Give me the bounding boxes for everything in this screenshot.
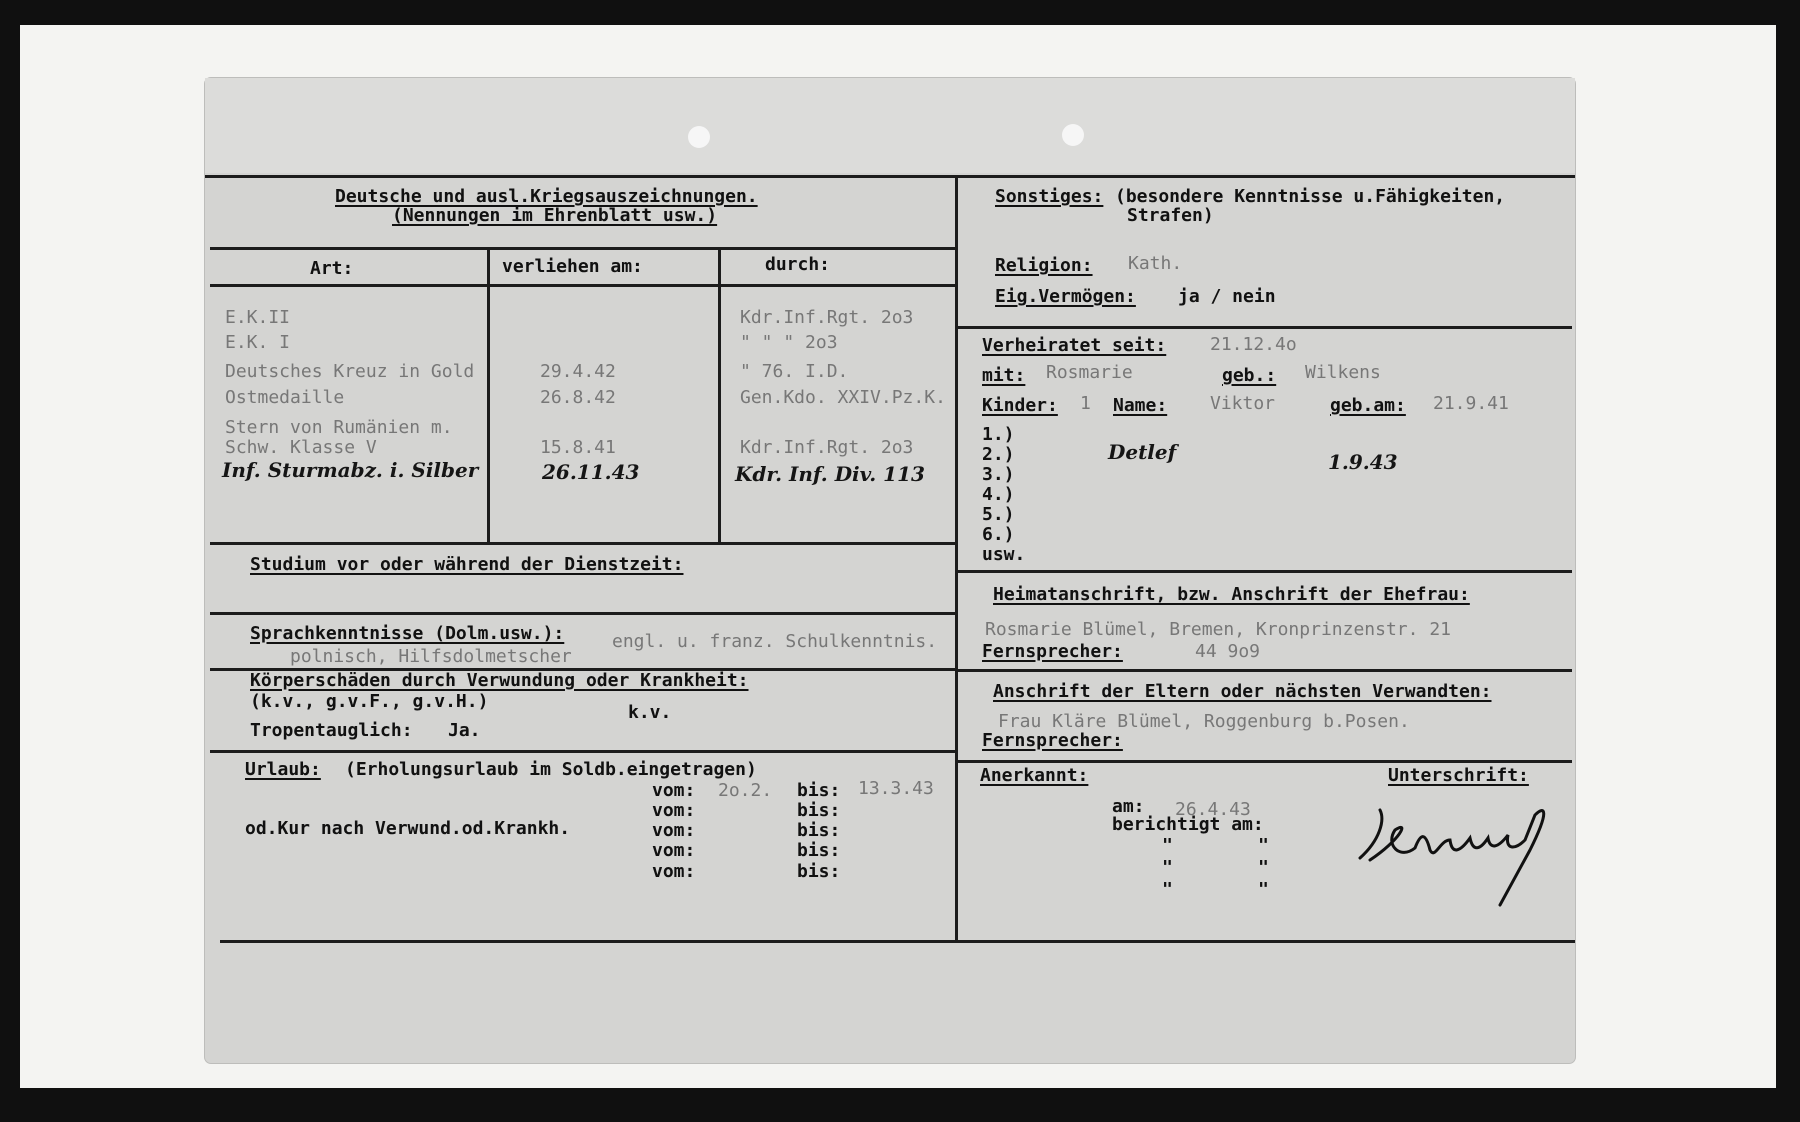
bis-value: 13.3.43	[858, 778, 934, 799]
eltern-tel-label: Fernsprecher:	[982, 730, 1123, 751]
award-by: " 76. I.D.	[740, 361, 849, 382]
tropen-label: Tropentauglich:	[250, 720, 413, 741]
child-number: 4.)	[982, 484, 1015, 505]
rule	[210, 284, 957, 287]
vom-label: vom:	[652, 820, 696, 841]
koerper-value: k.v.	[628, 702, 672, 723]
signature-image	[1340, 790, 1570, 910]
award-by: Kdr.Inf.Rgt. 2o3	[740, 307, 914, 328]
bis-label: bis:	[797, 861, 841, 882]
urlaub-kur: od.Kur nach Verwund.od.Krankh.	[245, 818, 571, 839]
heimat-label: Heimatanschrift, bzw. Anschrift der Ehefrau:	[993, 584, 1470, 605]
heimat-tel-label: Fernsprecher:	[982, 641, 1123, 662]
rule	[957, 570, 1572, 573]
award-date: 29.4.42	[540, 361, 616, 382]
child-number: 5.)	[982, 504, 1015, 525]
handwritten-award-by: Kdr. Inf. Div. 113	[735, 462, 925, 486]
vom-value: 2o.2.	[718, 780, 773, 801]
koerper-label: Körperschäden durch Verwundung oder Krankheit:	[250, 670, 749, 691]
heimat-tel-value: 44 9o9	[1195, 641, 1261, 662]
verheiratet-value: 21.12.4o	[1210, 334, 1297, 355]
rule	[957, 760, 1572, 763]
rule	[210, 542, 957, 545]
ditto-mark: "	[1162, 879, 1173, 900]
punch-hole	[688, 126, 710, 148]
rule	[957, 669, 1572, 672]
award-date: 15.8.41	[540, 437, 616, 458]
handwritten-award-art: Inf. Sturmabz. i. Silber	[222, 458, 479, 482]
name-value: Viktor	[1210, 393, 1276, 414]
religion-value: Kath.	[1128, 253, 1183, 274]
ditto-mark: "	[1258, 857, 1269, 878]
bis-label: bis:	[797, 840, 841, 861]
child-number: 6.)	[982, 524, 1015, 545]
vom-label: vom:	[652, 800, 696, 821]
rule	[210, 247, 957, 250]
child-number: 3.)	[982, 464, 1015, 485]
berichtigt-label: berichtigt am:	[1112, 814, 1264, 835]
name-label: Name:	[1113, 395, 1168, 416]
eltern-value: Frau Kläre Blümel, Roggenburg b.Posen.	[998, 711, 1410, 732]
child-number: 2.)	[982, 444, 1015, 465]
religion-label: Religion:	[995, 255, 1093, 276]
anerkannt-am-value: 26.4.43	[1175, 799, 1251, 820]
sprache-value: engl. u. franz. Schulkenntnis.	[612, 631, 938, 652]
tropen-value: Ja.	[448, 720, 481, 741]
mit-label: mit:	[982, 365, 1026, 386]
ditto-mark: "	[1162, 835, 1173, 856]
vom-label: vom:	[652, 780, 696, 801]
sprache-label: Sprachkenntnisse (Dolm.usw.):	[250, 623, 565, 644]
rule-center	[955, 175, 958, 940]
rule	[210, 612, 957, 615]
child-usw: usw.	[982, 544, 1026, 565]
award-art: Ostmedaille	[225, 387, 345, 408]
unterschrift-label: Unterschrift:	[1388, 765, 1529, 786]
rule	[718, 247, 721, 543]
rule	[210, 750, 957, 753]
koerper-sub: (k.v., g.v.F., g.v.H.)	[250, 691, 489, 712]
heimat-value: Rosmarie Blümel, Bremen, Kronprinzenstr. 21	[985, 619, 1451, 640]
eltern-label: Anschrift der Eltern oder nächsten Verwandten:	[993, 681, 1492, 702]
kinder-label: Kinder:	[982, 395, 1058, 416]
geb-value: Wilkens	[1305, 362, 1381, 383]
gebam-value: 21.9.41	[1433, 393, 1509, 414]
rule-top	[205, 175, 1575, 178]
gebam-label: geb.am:	[1330, 395, 1406, 416]
award-art: E.K.II	[225, 307, 291, 328]
urlaub-label: Urlaub:	[245, 759, 321, 780]
award-art: Stern von Rumänien m.	[225, 417, 453, 438]
geb-label: geb.:	[1222, 365, 1277, 386]
vom-label: vom:	[652, 840, 696, 861]
mit-value: Rosmarie	[1046, 362, 1133, 383]
award-by: Kdr.Inf.Rgt. 2o3	[740, 437, 914, 458]
sonstiges-desc: Strafen)	[1127, 205, 1214, 226]
ditto-mark: "	[1258, 835, 1269, 856]
handwritten-award-date: 26.11.43	[542, 460, 640, 484]
awards-subtitle: (Nennungen im Ehrenblatt usw.)	[392, 205, 718, 226]
sonstiges-desc: (besondere Kenntnisse u.Fähigkeiten,	[1115, 186, 1506, 207]
award-by: " " " 2o3	[740, 332, 838, 353]
award-date: 26.8.42	[540, 387, 616, 408]
anerkannt-am-label: am:	[1112, 796, 1145, 817]
ditto-mark: "	[1162, 857, 1173, 878]
verheiratet-label: Verheiratet seit:	[982, 335, 1167, 356]
award-art: Schw. Klasse V	[225, 437, 377, 458]
handwritten-child-name: Detlef	[1108, 440, 1177, 464]
punch-hole	[1062, 124, 1084, 146]
child-number: 1.)	[982, 424, 1015, 445]
anerkannt-label: Anerkannt:	[980, 765, 1089, 786]
award-art: E.K. I	[225, 332, 291, 353]
sprache-value: polnisch, Hilfsdolmetscher	[290, 646, 572, 667]
ditto-mark: "	[1258, 879, 1269, 900]
rule-bottom	[220, 940, 1575, 943]
bis-label: bis:	[797, 820, 841, 841]
vermoegen-value: ja / nein	[1178, 286, 1276, 307]
studium-label: Studium vor oder während der Dienstzeit:	[250, 554, 684, 575]
rule	[957, 326, 1572, 329]
urlaub-desc: (Erholungsurlaub im Soldb.eingetragen)	[345, 759, 757, 780]
card-top-strip	[205, 78, 1575, 173]
col-header-art: Art:	[310, 258, 354, 279]
col-header-by: durch:	[765, 254, 831, 275]
vom-label: vom:	[652, 861, 696, 882]
handwritten-child-date: 1.9.43	[1328, 450, 1398, 474]
award-art: Deutsches Kreuz in Gold	[225, 361, 475, 382]
bis-label: bis:	[797, 780, 841, 801]
award-by: Gen.Kdo. XXIV.Pz.K.	[740, 387, 946, 408]
rule	[487, 247, 490, 543]
kinder-value: 1	[1080, 393, 1091, 414]
bis-label: bis:	[797, 800, 841, 821]
awards-title: Deutsche und ausl.Kriegsauszeichnungen.	[335, 186, 758, 207]
sonstiges-label: Sonstiges:	[995, 186, 1104, 207]
vermoegen-label: Eig.Vermögen:	[995, 286, 1136, 307]
col-header-date: verliehen am:	[502, 256, 643, 277]
